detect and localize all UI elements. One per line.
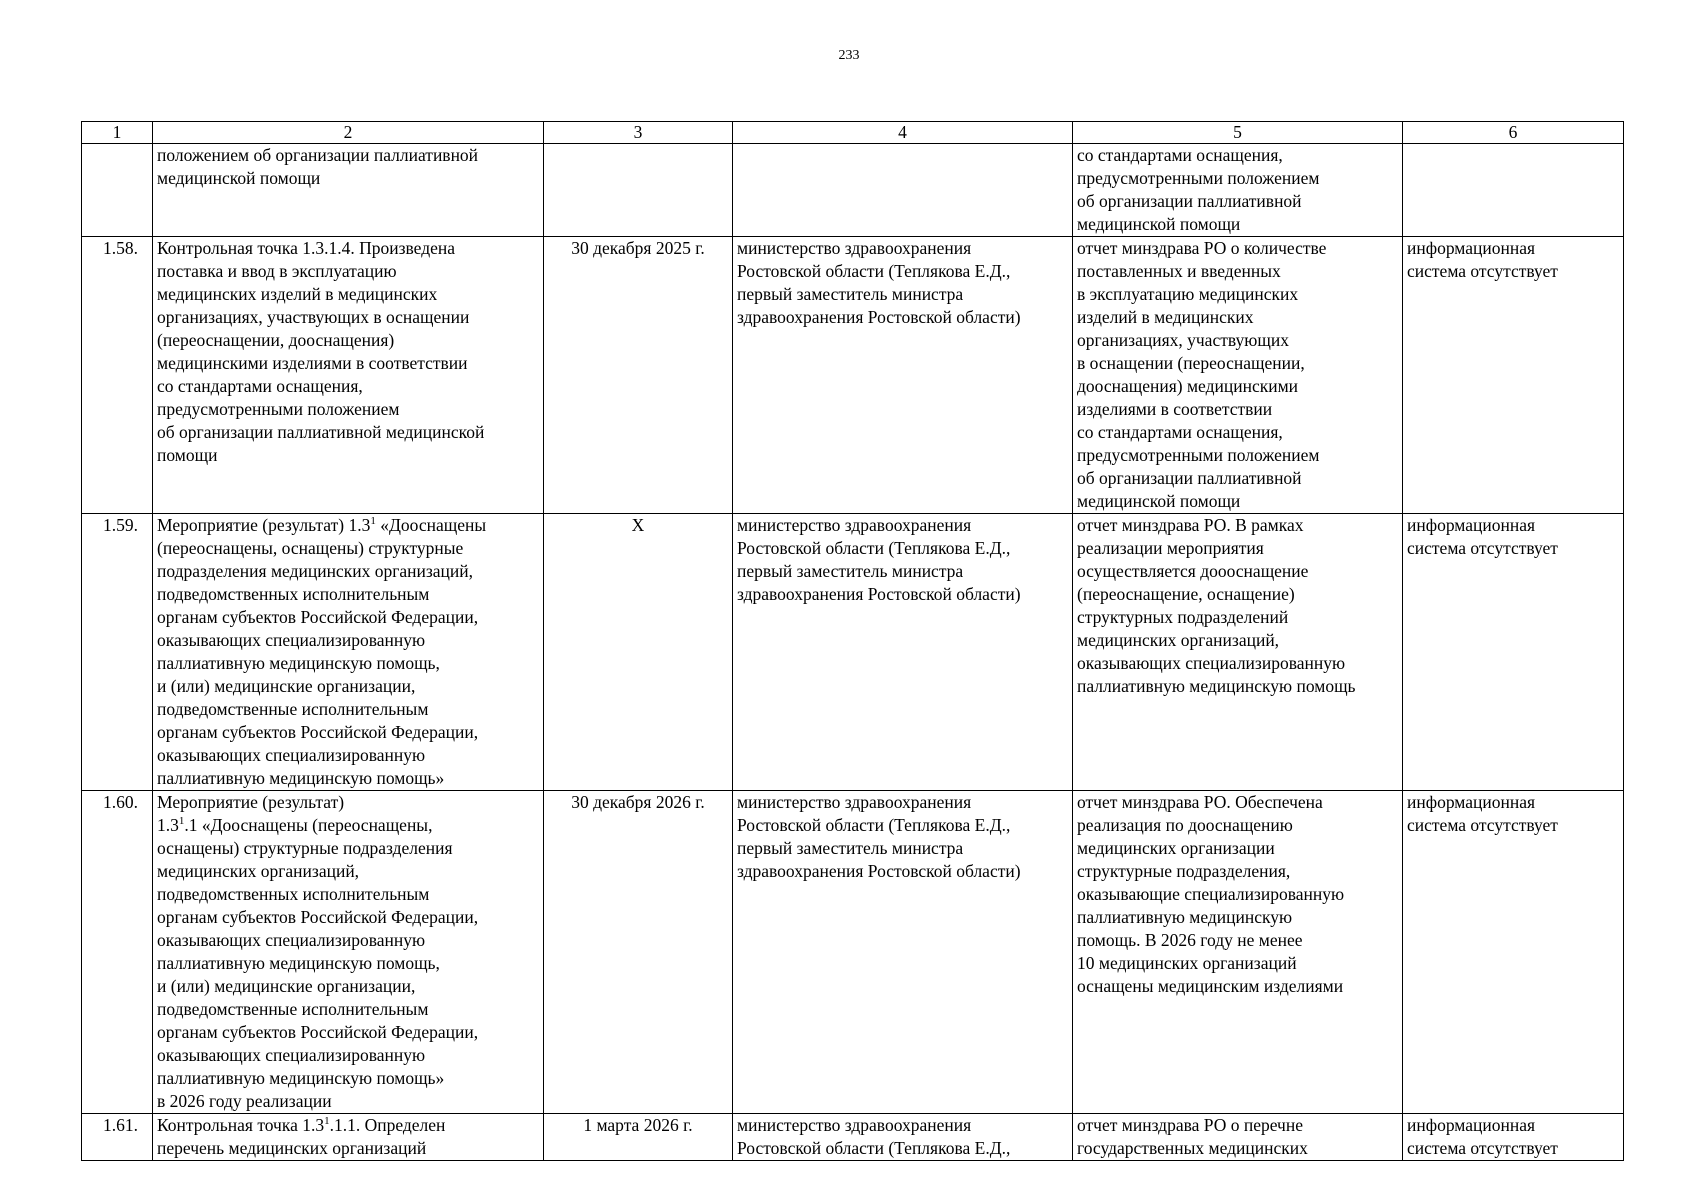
info-system-cell <box>1403 791 1624 1114</box>
text-line: помощь. В 2026 году не менее <box>1077 930 1303 950</box>
table-header-row <box>82 122 1624 144</box>
header-cell: 3 <box>544 122 733 144</box>
text-line: первый заместитель министра <box>737 284 964 304</box>
text-line: органам субъектов Российской Федерации, <box>157 1022 479 1042</box>
text-line: первый заместитель министра <box>737 561 964 581</box>
text-line: министерство здравоохранения <box>737 238 972 258</box>
row-number: 1.60. <box>82 791 153 1114</box>
header-cell: 2 <box>153 122 544 144</box>
row-number: 1.58. <box>82 237 153 514</box>
text-line: медицинской помощи <box>1077 491 1241 511</box>
text-line: органам субъектов Российской Федерации, <box>157 722 479 742</box>
text-line: медицинских изделий в медицинских <box>157 284 438 304</box>
text-line: Ростовской области (Теплякова Е.Д., <box>737 261 1011 281</box>
text-line: (переоснащены, оснащены) структурные <box>157 538 464 558</box>
text-line: министерство здравоохранения <box>737 1115 972 1135</box>
text-fragment: .1 «Дооснащены (переоснащены, <box>184 815 433 835</box>
text-line: оказывающих специализированную <box>157 630 426 650</box>
text-line: подведомственных исполнительным <box>157 584 430 604</box>
text-line: отчет минздрава РО о перечне <box>1077 1115 1303 1135</box>
text-fragment: Контрольная точка 1.3 <box>157 1115 325 1135</box>
text-line: система отсутствует <box>1407 261 1558 281</box>
responsible-cell <box>733 1114 1073 1161</box>
text-line: подведомственных исполнительным <box>157 884 430 904</box>
text-line: здравоохранения Ростовской области) <box>737 861 1021 881</box>
measure-cell <box>153 791 544 1114</box>
text-line: оснащены медицинским изделиями <box>1077 976 1344 996</box>
row-number: 1.61. <box>82 1114 153 1161</box>
text-line: помощи <box>157 445 218 465</box>
text-line: перечень медицинских организаций <box>157 1138 427 1158</box>
measure-cell <box>153 144 544 237</box>
text-line: организациях, участвующих <box>1077 330 1289 350</box>
text-line: медицинскими изделиями в соответствии <box>157 353 468 373</box>
text-line: оказывающих специализированную <box>157 1045 426 1065</box>
result-cell <box>1073 1114 1403 1161</box>
superscript: 1 <box>178 815 185 828</box>
text-line: структурные подразделения, <box>1077 861 1291 881</box>
text-line: медицинской помощи <box>157 168 321 188</box>
text-line: медицинских организации <box>1077 838 1275 858</box>
text-line: изделиями в соответствии <box>1077 399 1273 419</box>
text-line: в оснащении (переоснащении, <box>1077 353 1305 373</box>
text-line: осуществляется доооснащение <box>1077 561 1309 581</box>
text-line <box>157 514 539 537</box>
superscript: 1 <box>370 515 376 528</box>
text-line: Мероприятие (результат) <box>157 792 345 812</box>
header-cell: 4 <box>733 122 1073 144</box>
page-number: 233 <box>838 48 860 63</box>
text-line: (переоснащение, оснащение) <box>1077 584 1295 604</box>
measure-cell <box>153 237 544 514</box>
text-line: система отсутствует <box>1407 1138 1558 1158</box>
text-line: здравоохранения Ростовской области) <box>737 584 1021 604</box>
text-line: информационная <box>1407 238 1536 258</box>
measure-cell <box>153 514 544 791</box>
text-line: дооснащения) медицинскими <box>1077 376 1299 396</box>
deadline-cell: Х <box>544 514 733 791</box>
text-line: паллиативную медицинскую помощь, <box>157 653 440 673</box>
table-row <box>82 237 1624 514</box>
responsible-cell <box>733 237 1073 514</box>
info-system-cell <box>1403 237 1624 514</box>
text-line: изделий в медицинских <box>1077 307 1254 327</box>
text-line: об организации паллиативной <box>1077 191 1302 211</box>
result-cell <box>1073 791 1403 1114</box>
text-line: информационная <box>1407 1115 1536 1135</box>
header-cell: 6 <box>1403 122 1624 144</box>
text-line: паллиативную медицинскую <box>1077 907 1293 927</box>
text-line: паллиативную медицинскую помощь <box>1077 676 1356 696</box>
result-cell <box>1073 237 1403 514</box>
text-line: структурных подразделений <box>1077 607 1289 627</box>
measure-cell <box>153 1114 544 1161</box>
text-line: Ростовской области (Теплякова Е.Д., <box>737 538 1011 558</box>
header-cell: 5 <box>1073 122 1403 144</box>
text-fragment: «Дооснащены <box>375 515 487 535</box>
text-fragment: 1.3 <box>157 815 179 835</box>
text-line: подразделения медицинских организаций, <box>157 561 474 581</box>
responsible-cell <box>733 144 1073 237</box>
text-line: органам субъектов Российской Федерации, <box>157 907 479 927</box>
deadline-cell <box>544 144 733 237</box>
table-row <box>82 514 1624 791</box>
info-system-cell <box>1403 1114 1624 1161</box>
text-line: реализация по дооснащению <box>1077 815 1293 835</box>
row-number <box>82 144 153 237</box>
text-line: государственных медицинских <box>1077 1138 1308 1158</box>
text-line: поставка и ввод в эксплуатацию <box>157 261 397 281</box>
text-line: министерство здравоохранения <box>737 792 972 812</box>
text-line: со стандартами оснащения, <box>1077 422 1283 442</box>
text-line: медицинской помощи <box>1077 214 1241 234</box>
text-fragment: .1.1. Определен <box>329 1115 446 1135</box>
text-line: медицинских организаций, <box>1077 630 1280 650</box>
deadline-cell: 30 декабря 2025 г. <box>544 237 733 514</box>
header-cell: 1 <box>82 122 153 144</box>
table-row <box>82 1114 1624 1161</box>
text-line: реализации мероприятия <box>1077 538 1264 558</box>
text-line: оказывающих специализированную <box>1077 653 1346 673</box>
text-line: система отсутствует <box>1407 815 1558 835</box>
deadline-cell: 1 марта 2026 г. <box>544 1114 733 1161</box>
text-line: система отсутствует <box>1407 538 1558 558</box>
text-line: 10 медицинских организаций <box>1077 953 1297 973</box>
info-system-cell <box>1403 514 1624 791</box>
text-line: организациях, участвующих в оснащении <box>157 307 470 327</box>
text-fragment: Мероприятие (результат) 1.3 <box>157 515 371 535</box>
text-line: со стандартами оснащения, <box>157 376 363 396</box>
text-line: об организации паллиативной <box>1077 468 1302 488</box>
text-line: здравоохранения Ростовской области) <box>737 307 1021 327</box>
text-line: со стандартами оснащения, <box>1077 145 1283 165</box>
text-line: оказывающих специализированную <box>157 745 426 765</box>
text-line: (переоснащении, дооснащения) <box>157 330 395 350</box>
text-line: паллиативную медицинскую помощь, <box>157 953 440 973</box>
table-row <box>82 144 1624 237</box>
text-line: в эксплуатацию медицинских <box>1077 284 1299 304</box>
info-system-cell <box>1403 144 1624 237</box>
text-line: первый заместитель министра <box>737 838 964 858</box>
text-line: предусмотренными положением <box>1077 445 1320 465</box>
text-line: Ростовской области (Теплякова Е.Д., <box>737 815 1011 835</box>
text-line: отчет минздрава РО. Обеспечена <box>1077 792 1323 812</box>
text-line: оснащены) структурные подразделения <box>157 838 453 858</box>
text-line: медицинских организаций, <box>157 861 360 881</box>
text-line: об организации паллиативной медицинской <box>157 422 485 442</box>
text-line: Ростовской области (Теплякова Е.Д., <box>737 1138 1011 1158</box>
text-line <box>157 814 539 837</box>
text-line: паллиативную медицинскую помощь» <box>157 768 445 788</box>
deadline-cell: 30 декабря 2026 г. <box>544 791 733 1114</box>
text-line <box>157 1114 539 1137</box>
result-cell <box>1073 144 1403 237</box>
text-line: положением об организации паллиативной <box>157 145 479 165</box>
text-line: информационная <box>1407 792 1536 812</box>
text-line: информационная <box>1407 515 1536 535</box>
text-line: предусмотренными положением <box>1077 168 1320 188</box>
table-row <box>82 791 1624 1114</box>
text-line: министерство здравоохранения <box>737 515 972 535</box>
text-line: подведомственные исполнительным <box>157 999 429 1019</box>
text-line: оказывающие специализированную <box>1077 884 1345 904</box>
superscript: 1 <box>324 1115 330 1128</box>
text-line: отчет минздрава РО. В рамках <box>1077 515 1304 535</box>
text-line: подведомственные исполнительным <box>157 699 429 719</box>
document-table <box>81 121 1624 1161</box>
text-line: предусмотренными положением <box>157 399 400 419</box>
text-line: органам субъектов Российской Федерации, <box>157 607 479 627</box>
text-line: поставленных и введенных <box>1077 261 1281 281</box>
text-line: и (или) медицинские организации, <box>157 976 416 996</box>
text-line: паллиативную медицинскую помощь» <box>157 1068 445 1088</box>
text-line: и (или) медицинские организации, <box>157 676 416 696</box>
text-line: в 2026 году реализации <box>157 1091 332 1111</box>
text-line: Контрольная точка 1.3.1.4. Произведена <box>157 238 456 258</box>
text-line: отчет минздрава РО о количестве <box>1077 238 1327 258</box>
text-line: оказывающих специализированную <box>157 930 426 950</box>
responsible-cell <box>733 514 1073 791</box>
responsible-cell <box>733 791 1073 1114</box>
row-number: 1.59. <box>82 514 153 791</box>
result-cell <box>1073 514 1403 791</box>
